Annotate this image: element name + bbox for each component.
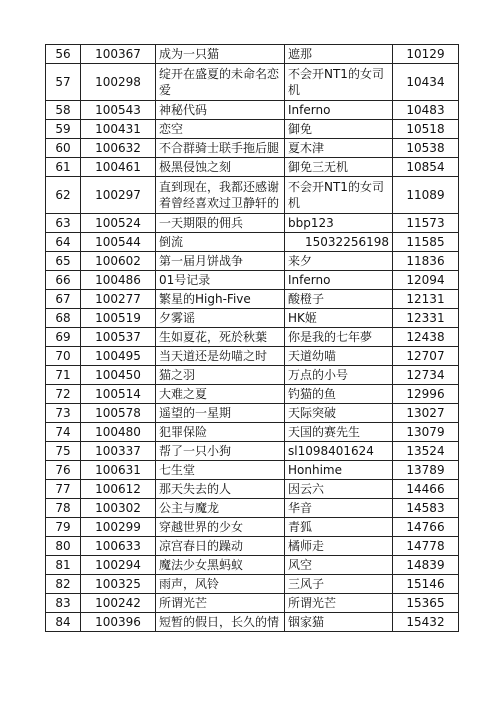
table-row <box>46 537 459 556</box>
table-row <box>46 423 459 442</box>
score-cell: 14583 <box>393 499 459 518</box>
author-cell: 夏木津 <box>285 139 393 158</box>
entry-id-cell: 100631 <box>81 461 156 480</box>
entry-id-cell: 100461 <box>81 158 156 177</box>
table-row <box>46 177 459 214</box>
title-cell: 夕雾谣 <box>156 309 285 328</box>
rank-cell: 73 <box>46 404 81 423</box>
table-row <box>46 290 459 309</box>
title-cell: 繁星的High-Five <box>156 290 285 309</box>
entry-id-cell: 100544 <box>81 233 156 252</box>
rank-cell: 67 <box>46 290 81 309</box>
score-cell: 11585 <box>393 233 459 252</box>
title-cell: 那天失去的人 <box>156 480 285 499</box>
score-cell: 12734 <box>393 366 459 385</box>
author-cell: 青狐 <box>285 518 393 537</box>
entry-id-cell: 100578 <box>81 404 156 423</box>
rank-cell: 59 <box>46 120 81 139</box>
rank-cell: 62 <box>46 177 81 214</box>
title-cell: 魔法少女黑蚂蚁 <box>156 556 285 575</box>
table-row <box>46 120 459 139</box>
title-cell: 帮了一只小狗 <box>156 442 285 461</box>
title-cell: 遥望的一星期 <box>156 404 285 423</box>
author-cell: 华音 <box>285 499 393 518</box>
entry-id-cell: 100537 <box>81 328 156 347</box>
author-cell: 御免 <box>285 120 393 139</box>
rank-cell: 57 <box>46 64 81 101</box>
entry-id-cell: 100632 <box>81 139 156 158</box>
table-row <box>46 385 459 404</box>
rank-cell: 84 <box>46 613 81 632</box>
author-cell: 橘师走 <box>285 537 393 556</box>
table-row <box>46 499 459 518</box>
author-cell: 万点的小号 <box>285 366 393 385</box>
author-cell: 遮那 <box>285 45 393 64</box>
entry-id-cell: 100325 <box>81 575 156 594</box>
title-cell: 恋空 <box>156 120 285 139</box>
author-cell: 天道幼喵 <box>285 347 393 366</box>
title-cell: 雨声，风铃 <box>156 575 285 594</box>
title-cell: 一天期限的佣兵 <box>156 214 285 233</box>
entry-id-cell: 100602 <box>81 252 156 271</box>
title-cell: 倒流 <box>156 233 285 252</box>
rank-cell: 69 <box>46 328 81 347</box>
score-cell: 10854 <box>393 158 459 177</box>
score-cell: 15432 <box>393 613 459 632</box>
author-cell: HK姬 <box>285 309 393 328</box>
entry-id-cell: 100396 <box>81 613 156 632</box>
title-cell: 七生堂 <box>156 461 285 480</box>
score-cell: 14778 <box>393 537 459 556</box>
score-cell: 12707 <box>393 347 459 366</box>
table-row <box>46 252 459 271</box>
table-row <box>46 271 459 290</box>
author-cell: 铟家猫 <box>285 613 393 632</box>
author-cell: 风空 <box>285 556 393 575</box>
entry-id-cell: 100612 <box>81 480 156 499</box>
entry-id-cell: 100299 <box>81 518 156 537</box>
score-cell: 13789 <box>393 461 459 480</box>
rank-cell: 66 <box>46 271 81 290</box>
author-cell: 来夕 <box>285 252 393 271</box>
score-cell: 12331 <box>393 309 459 328</box>
title-cell: 当天道还是幼喵之时 <box>156 347 285 366</box>
rank-cell: 82 <box>46 575 81 594</box>
rank-cell: 71 <box>46 366 81 385</box>
author-cell: 钓猫的鱼 <box>285 385 393 404</box>
title-cell: 生如夏花，死於秋葉 <box>156 328 285 347</box>
author-cell: 你是我的七年夢 <box>285 328 393 347</box>
title-cell: 第一届月饼战争 <box>156 252 285 271</box>
table-row <box>46 233 459 252</box>
entry-id-cell: 100242 <box>81 594 156 613</box>
entry-id-cell: 100519 <box>81 309 156 328</box>
entry-id-cell: 100337 <box>81 442 156 461</box>
table-row <box>46 45 459 64</box>
entry-id-cell: 100480 <box>81 423 156 442</box>
author-cell: bbp123 <box>285 214 393 233</box>
table-row <box>46 347 459 366</box>
rank-cell: 80 <box>46 537 81 556</box>
score-cell: 12996 <box>393 385 459 404</box>
score-cell: 14766 <box>393 518 459 537</box>
table-row <box>46 461 459 480</box>
table-row <box>46 328 459 347</box>
score-cell: 13524 <box>393 442 459 461</box>
score-cell: 10483 <box>393 101 459 120</box>
score-cell: 11573 <box>393 214 459 233</box>
author-cell: 酸橙子 <box>285 290 393 309</box>
title-cell: 01号记录 <box>156 271 285 290</box>
author-cell: 15032256198 <box>285 233 393 252</box>
score-cell: 10518 <box>393 120 459 139</box>
rank-cell: 63 <box>46 214 81 233</box>
author-cell: Inferno <box>285 271 393 290</box>
ranking-table-body <box>46 45 459 632</box>
title-cell: 大难之夏 <box>156 385 285 404</box>
score-cell: 12438 <box>393 328 459 347</box>
score-cell: 14839 <box>393 556 459 575</box>
table-row <box>46 404 459 423</box>
author-cell: 天际突破 <box>285 404 393 423</box>
rank-cell: 81 <box>46 556 81 575</box>
table-row <box>46 64 459 101</box>
table-row <box>46 575 459 594</box>
author-cell: 不会开NT1的女司机 <box>285 177 393 214</box>
rank-cell: 76 <box>46 461 81 480</box>
table-row <box>46 556 459 575</box>
entry-id-cell: 100524 <box>81 214 156 233</box>
score-cell: 11836 <box>393 252 459 271</box>
table-row <box>46 101 459 120</box>
score-cell: 12094 <box>393 271 459 290</box>
rank-cell: 60 <box>46 139 81 158</box>
entry-id-cell: 100495 <box>81 347 156 366</box>
title-cell: 穿越世界的少女 <box>156 518 285 537</box>
author-cell: Inferno <box>285 101 393 120</box>
rank-cell: 78 <box>46 499 81 518</box>
rank-cell: 61 <box>46 158 81 177</box>
title-cell: 神秘代码 <box>156 101 285 120</box>
author-cell: 天国的赛先生 <box>285 423 393 442</box>
table-row <box>46 158 459 177</box>
entry-id-cell: 100294 <box>81 556 156 575</box>
score-cell: 12131 <box>393 290 459 309</box>
score-cell: 10538 <box>393 139 459 158</box>
title-cell: 成为一只猫 <box>156 45 285 64</box>
entry-id-cell: 100633 <box>81 537 156 556</box>
score-cell: 11089 <box>393 177 459 214</box>
rank-cell: 64 <box>46 233 81 252</box>
table-row <box>46 366 459 385</box>
title-cell: 所谓光芒 <box>156 594 285 613</box>
score-cell: 13027 <box>393 404 459 423</box>
rank-cell: 72 <box>46 385 81 404</box>
title-cell: 猫之羽 <box>156 366 285 385</box>
rank-cell: 58 <box>46 101 81 120</box>
title-cell: 短暂的假日，长久的情 <box>156 613 285 632</box>
table-row <box>46 139 459 158</box>
score-cell: 10129 <box>393 45 459 64</box>
author-cell: 不会开NT1的女司机 <box>285 64 393 101</box>
entry-id-cell: 100486 <box>81 271 156 290</box>
score-cell: 15146 <box>393 575 459 594</box>
title-cell: 犯罪保险 <box>156 423 285 442</box>
table-row <box>46 309 459 328</box>
table-row <box>46 518 459 537</box>
score-cell: 14466 <box>393 480 459 499</box>
rank-cell: 56 <box>46 45 81 64</box>
entry-id-cell: 100277 <box>81 290 156 309</box>
entry-id-cell: 100431 <box>81 120 156 139</box>
title-cell: 不合群骑士联手拖后腿 <box>156 139 285 158</box>
entry-id-cell: 100514 <box>81 385 156 404</box>
table-row <box>46 594 459 613</box>
rank-cell: 65 <box>46 252 81 271</box>
author-cell: 三风子 <box>285 575 393 594</box>
entry-id-cell: 100302 <box>81 499 156 518</box>
ranking-table <box>45 44 459 632</box>
entry-id-cell: 100297 <box>81 177 156 214</box>
rank-cell: 70 <box>46 347 81 366</box>
title-cell: 直到现在，我都还感谢着曾经喜欢过卫静轩的 <box>156 177 285 214</box>
score-cell: 13079 <box>393 423 459 442</box>
author-cell: 御免三无机 <box>285 158 393 177</box>
author-cell: sl1098401624 <box>285 442 393 461</box>
entry-id-cell: 100298 <box>81 64 156 101</box>
rank-cell: 74 <box>46 423 81 442</box>
title-cell: 凉宫春日的躁动 <box>156 537 285 556</box>
table-row <box>46 214 459 233</box>
entry-id-cell: 100367 <box>81 45 156 64</box>
table-row <box>46 613 459 632</box>
table-row <box>46 480 459 499</box>
rank-cell: 75 <box>46 442 81 461</box>
rank-cell: 79 <box>46 518 81 537</box>
title-cell: 公主与魔龙 <box>156 499 285 518</box>
entry-id-cell: 100450 <box>81 366 156 385</box>
score-cell: 10434 <box>393 64 459 101</box>
title-cell: 极黑侵蚀之刻 <box>156 158 285 177</box>
table-row <box>46 442 459 461</box>
rank-cell: 77 <box>46 480 81 499</box>
rank-cell: 83 <box>46 594 81 613</box>
rank-cell: 68 <box>46 309 81 328</box>
score-cell: 15365 <box>393 594 459 613</box>
title-cell: 绽开在盛夏的未命名恋爱 <box>156 64 285 101</box>
author-cell: Honhime <box>285 461 393 480</box>
author-cell: 所谓光芒 <box>285 594 393 613</box>
author-cell: 因云六 <box>285 480 393 499</box>
entry-id-cell: 100543 <box>81 101 156 120</box>
